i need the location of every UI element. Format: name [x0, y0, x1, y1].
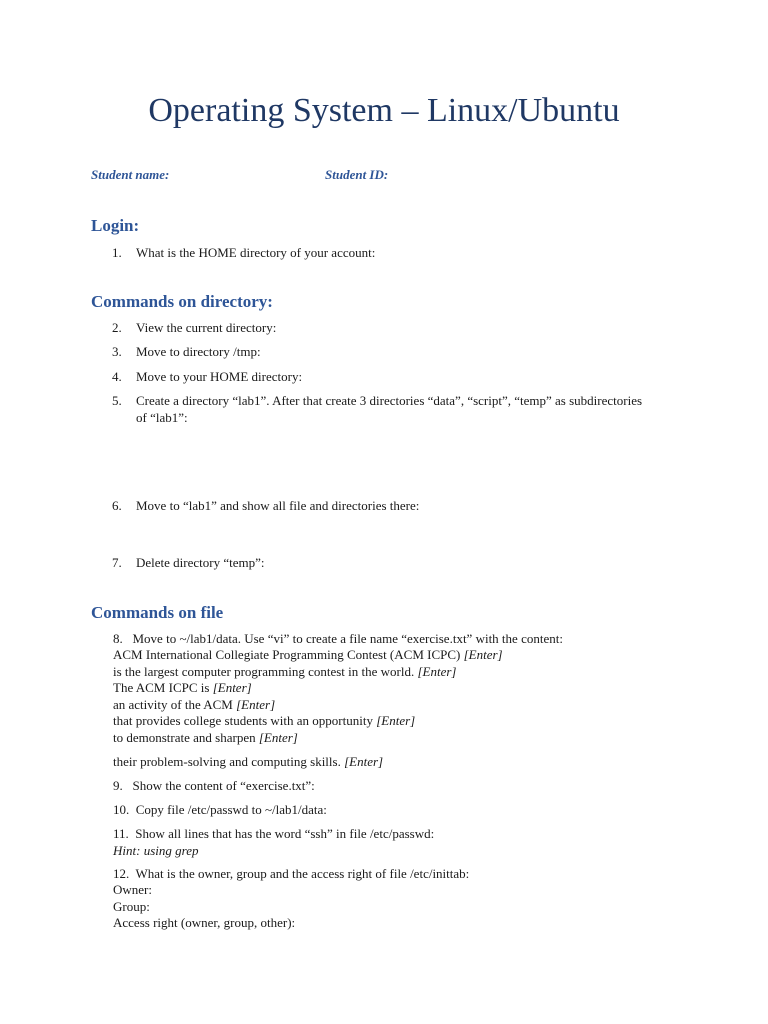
item-4-number: 4. — [112, 369, 122, 384]
enter-marker: [Enter] — [463, 647, 503, 662]
item-1-number: 1. — [112, 245, 122, 260]
page-title: Operating System – Linux/Ubuntu — [148, 92, 620, 129]
section-directory-heading: Commands on directory: — [91, 292, 273, 311]
content-line — [113, 713, 415, 729]
item-1-text: What is the HOME directory of your account: — [136, 245, 376, 260]
content-line — [113, 730, 298, 746]
section-file-heading: Commands on file — [91, 603, 224, 622]
item-5-text-continued: of “lab1”: — [136, 410, 188, 425]
item-2-text: View the current directory: — [136, 320, 277, 335]
item-6-number: 6. — [112, 498, 122, 513]
group-label: Group: — [113, 899, 150, 914]
item-7-number: 7. — [112, 555, 122, 570]
access-right-label: Access right (owner, group, other): — [113, 915, 296, 930]
content-line-text: is the largest computer programming contest in the world. — [113, 664, 418, 679]
content-line — [113, 680, 252, 696]
content-line-text: The ACM ICPC is — [113, 680, 213, 695]
item-11-text: 11. Show all lines that has the word “ssh” in file /etc/passwd: — [113, 826, 435, 841]
content-line-text: that provides college students with an opportunity — [113, 713, 377, 728]
item-4-text: Move to your HOME directory: — [136, 369, 303, 384]
item-5-number: 5. — [112, 393, 122, 408]
item-3-number: 3. — [112, 344, 122, 359]
item-12-text: 12. What is the owner, group and the access right of file /etc/inittab: — [113, 866, 470, 881]
enter-marker: [Enter] — [258, 730, 298, 745]
student-id-label: Student ID: — [325, 167, 389, 182]
hint-text: Hint: using grep — [113, 843, 199, 858]
content-line — [113, 754, 383, 770]
item-2-number: 2. — [112, 320, 122, 335]
enter-marker: [Enter] — [236, 697, 276, 712]
content-line — [113, 664, 456, 680]
enter-marker: [Enter] — [417, 664, 457, 679]
enter-marker: [Enter] — [376, 713, 416, 728]
enter-marker: [Enter] — [344, 754, 384, 769]
enter-marker: [Enter] — [212, 680, 252, 695]
content-line-text: their problem-solving and computing skills. — [113, 754, 345, 769]
student-name-label: Student name: — [91, 167, 170, 182]
content-line-text: ACM International Collegiate Programming Contest (ACM ICPC) — [113, 647, 464, 662]
item-3-text: Move to directory /tmp: — [136, 344, 261, 359]
item-9-text: 9. Show the content of “exercise.txt”: — [113, 778, 315, 793]
content-line-text: an activity of the ACM — [113, 697, 237, 712]
item-8-text: 8. Move to ~/lab1/data. Use “vi” to create a file name “exercise.txt” with the content: — [113, 631, 563, 646]
item-7-text: Delete directory “temp”: — [136, 555, 265, 570]
item-10-text: 10. Copy file /etc/passwd to ~/lab1/data: — [113, 802, 327, 817]
content-line — [113, 647, 503, 663]
content-line-text: to demonstrate and sharpen — [113, 730, 259, 745]
item-6-text: Move to “lab1” and show all file and directories there: — [136, 498, 420, 513]
section-login-heading: Login: — [91, 216, 140, 235]
owner-label: Owner: — [113, 882, 152, 897]
content-line — [113, 697, 275, 713]
item-5-text: Create a directory “lab1”. After that create 3 directories “data”, “script”, “temp” as subdirectories — [136, 393, 643, 408]
